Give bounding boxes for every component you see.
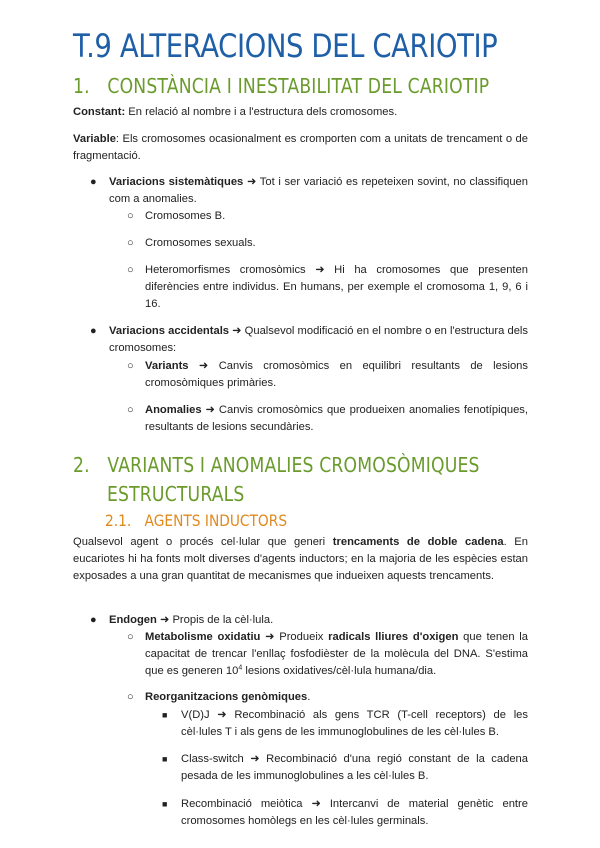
reorganitzacions-dot: . [307, 691, 311, 703]
constant-text: En relació al nombre i a l'estructura dels cromosomes. [125, 106, 398, 118]
bullet-square-icon: ■ [162, 754, 168, 764]
bullet-circle-icon: ○ [127, 264, 134, 276]
endogen-label: Endogen [109, 614, 157, 626]
sistematiques-text: ➜ Tot i ser variació es repeteixen sovint, no classifiquen com a anomalies. [109, 176, 528, 205]
intro-bold: trencaments de doble cadena [332, 536, 504, 548]
variants-label: Variants [145, 360, 189, 372]
subsection-2-1-heading [105, 511, 287, 531]
constant-paragraph [73, 104, 528, 121]
metabolisme-exponent: 4 [238, 664, 243, 672]
list-item-reorganitzacions [145, 689, 528, 706]
section-1-heading [73, 74, 489, 98]
subsection-2-1-title: AGENTS INDUCTORS [144, 511, 288, 530]
anomalies-label: Anomalies [145, 404, 202, 416]
intro-text-a: Qualsevol agent o procés cel·lular que generi [73, 536, 333, 548]
list-item-cromosomes-sexuals: Cromosomes sexuals. [145, 237, 256, 249]
list-item-sistematiques [109, 174, 528, 208]
sistematiques-label: Variacions sistemàtiques [109, 176, 244, 188]
intro-text-b: . En eucariotes hi ha fonts molt diverses d'agents inductors; en la majoria de les espècies estan exposades a una gran quantitat de mecanismes que indueixen aquests trencaments. [73, 536, 528, 582]
section-2-title-line1: VARIANTS I ANOMALIES CROMOSÒMIQUES [107, 453, 480, 477]
section-2-title-line2: ESTRUCTURALS [107, 482, 245, 506]
section-1-title: CONSTÀNCIA I INESTABILITAT DEL CARIOTIP [107, 74, 490, 98]
list-item-vdj: V(D)J ➜ Recombinació als gens TCR (T-cell receptors) de les cèl·lules T i als gens de les immunoglobulines de les cèl·lules B. [181, 709, 528, 738]
bullet-disc-icon: ● [90, 176, 97, 188]
bullet-square-icon: ■ [162, 710, 168, 720]
section-2-number: 2. [73, 453, 90, 477]
metabolisme-text-b: que tenen la capacitat de trencar l'enllaç fosfodièster de la molècula del DNA. S'estima que es generen 10 [145, 631, 529, 677]
list-item-metabolisme [145, 629, 528, 680]
list-item-meiotica: Recombinació meiòtica ➜ Intercanvi de material genètic entre cromosomes homòlegs en les cèl·lules germinals. [181, 798, 528, 827]
metabolisme-label: Metabolisme oxidatiu [145, 631, 261, 643]
bullet-disc-icon: ● [90, 325, 97, 337]
variable-paragraph [73, 131, 528, 165]
page-title: T.9 ALTERACIONS DEL CARIOTIP [73, 27, 498, 65]
variable-text: : Els cromosomes ocasionalment es cromporten com a unitats de trencament o de fragmentació. [73, 133, 528, 162]
variants-text: ➜ Canvis cromosòmics en equilibri resultants de lesions cromosòmiques primàries. [145, 360, 528, 389]
bullet-circle-icon: ○ [127, 360, 134, 372]
subsection-2-1-number: 2.1. [105, 511, 132, 530]
list-item-class-switch: Class-switch ➜ Recombinació d'una regió constant de la cadena pesada de les immunoglobulines a les cèl·lules B. [181, 753, 528, 782]
section-1-number: 1. [73, 74, 90, 98]
metabolisme-text-a: ➜ Produeix [260, 631, 329, 643]
bullet-circle-icon: ○ [127, 237, 134, 249]
metabolisme-bold: radicals lliures d'oxigen [328, 631, 459, 643]
bullet-circle-icon: ○ [127, 404, 134, 416]
agents-intro-paragraph [73, 534, 528, 585]
bullet-disc-icon: ● [90, 614, 97, 626]
bullet-circle-icon: ○ [127, 210, 134, 222]
accidentals-text: ➜ Qualsevol modificació en el nombre o en l'estructura dels cromosomes: [109, 325, 528, 354]
bullet-circle-icon: ○ [127, 631, 134, 643]
list-item-accidentals [109, 323, 528, 357]
list-item-variants [145, 358, 528, 392]
bullet-circle-icon: ○ [127, 691, 134, 703]
constant-label: Constant: [73, 106, 126, 118]
anomalies-text: ➜ Canvis cromosòmics que produeixen anomalies fenotípiques, resultants de lesions secundàries. [145, 404, 528, 433]
list-item-endogen [109, 612, 528, 629]
variable-label: Variable [73, 133, 116, 145]
list-item-cromosomes-b: Cromosomes B. [145, 210, 226, 222]
list-item-anomalies [145, 402, 528, 436]
bullet-square-icon: ■ [162, 799, 168, 809]
metabolisme-text-c: lesions oxidatives/cèl·lula humana/dia. [242, 665, 437, 677]
endogen-text: ➜ Propis de la cèl·lula. [156, 614, 274, 626]
reorganitzacions-label: Reorganitzacions genòmiques [145, 691, 308, 703]
list-item-heteromorfismes: Heteromorfismes cromosòmics ➜ Hi ha cromosomes que presenten diferències entre individus. En humans, per exemple el cromosoma 1, 9, 6 i 16. [145, 264, 528, 310]
section-2-heading [73, 453, 480, 477]
accidentals-label: Variacions accidentals [109, 325, 230, 337]
